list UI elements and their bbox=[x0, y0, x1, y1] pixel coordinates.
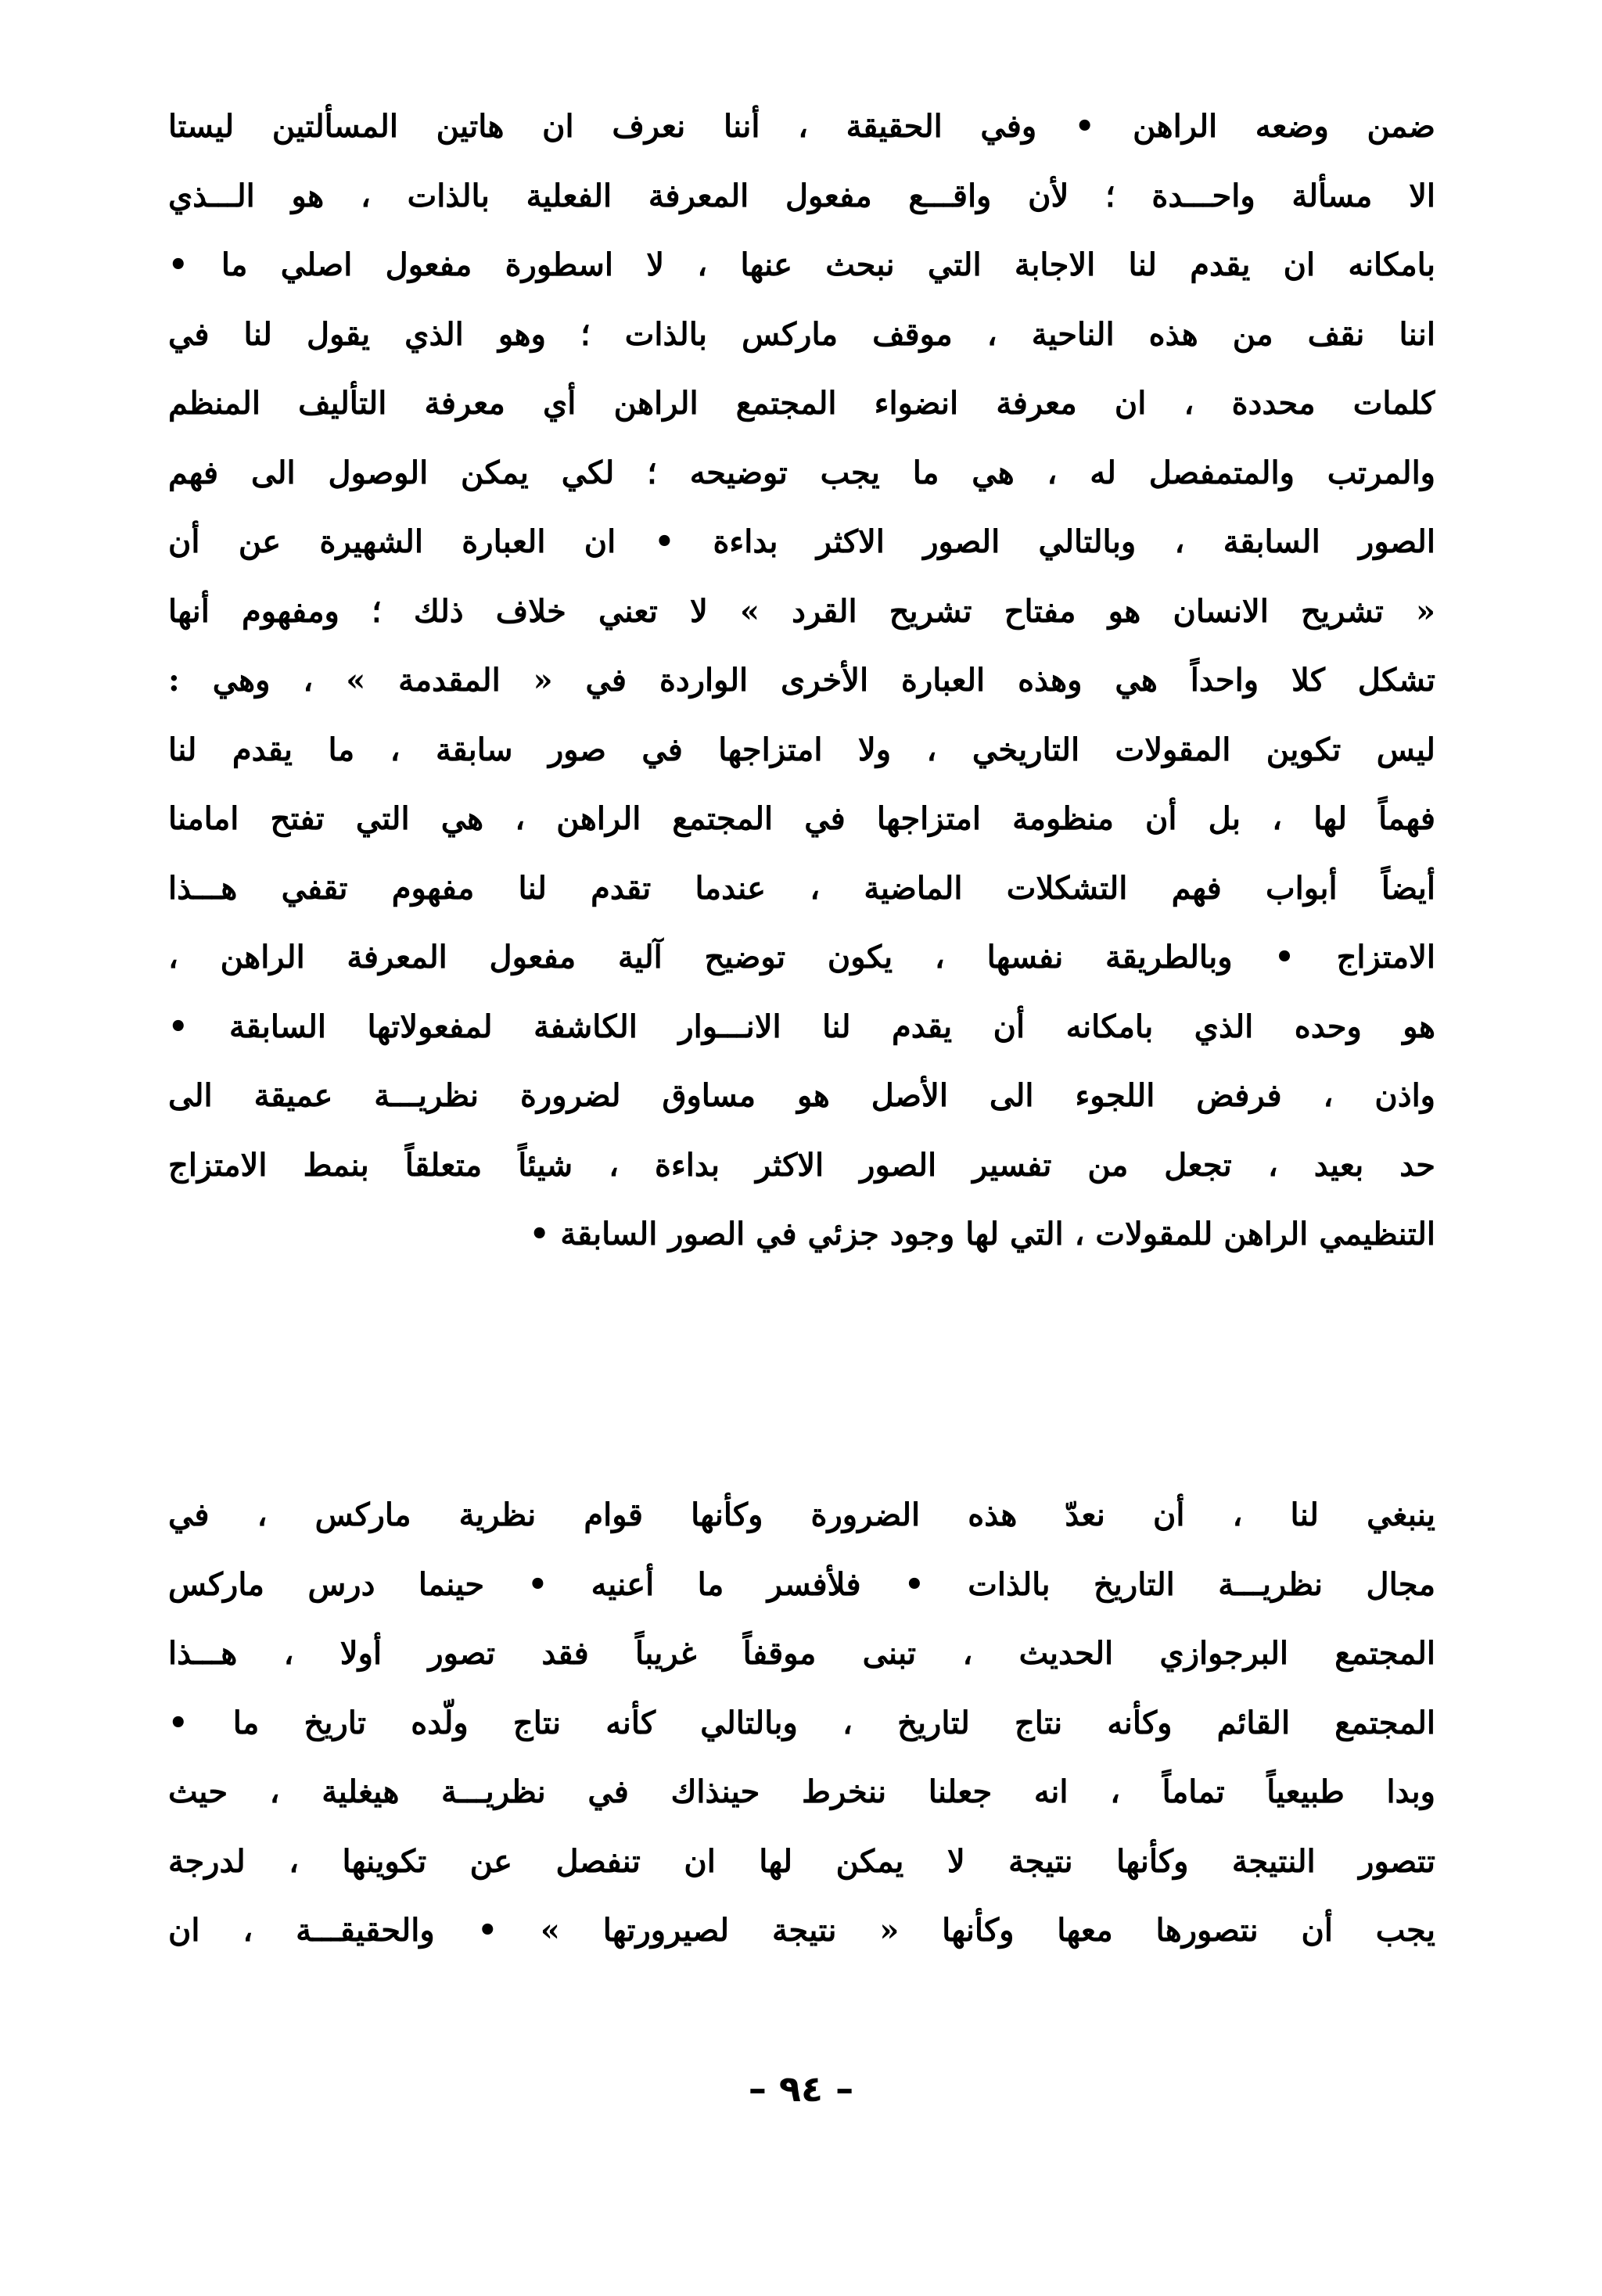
text-line: والمرتب والمتمفصل له ، هي ما يجب توضيحه ؛ لكي يمكن الوصول الى فهم bbox=[168, 454, 1435, 491]
page-number: – ٩٤ – bbox=[748, 2068, 854, 2110]
text-line: وبدا طبيعياً تماماً ، انه جعلنا ننخرط حينذاك في نظريـــة هيغلية ، حيث bbox=[168, 1773, 1435, 1810]
paragraph-2 bbox=[168, 1481, 1435, 1966]
text-line: مجال نظريـــة التاريخ بالذات • فلأفسر ما أعنيه • حينما درس ماركس bbox=[168, 1565, 1435, 1603]
text-line: فهماً لها ، بل أن منظومة امتزاجها في المجتمع الراهن ، هي التي تفتح امامنا bbox=[168, 800, 1435, 837]
text-line: يجب أن نتصورها معها وكأنها « نتيجة لصيرورتها » • والحقيقـــة ، ان bbox=[168, 1912, 1435, 1949]
text-line: الصور السابقة ، وبالتالي الصور الاكثر بداءة • ان العبارة الشهيرة عن أن bbox=[168, 523, 1435, 560]
text-line: « تشريح الانسان هو مفتاح تشريح القرد » لا تعني خلاف ذلك ؛ ومفهوم أنها bbox=[168, 592, 1435, 630]
text-line: التنظيمي الراهن للمقولات ، التي لها وجود جزئي في الصور السابقة • bbox=[529, 1216, 1435, 1252]
text-line: واذن ، فرفض اللجوء الى الأصل هو مساوق لضرورة نظريـــة عميقة الى bbox=[168, 1077, 1435, 1114]
text-line: كلمات محددة ، ان معرفة انضواء المجتمع الراهن أي معرفة التأليف المنظم bbox=[168, 385, 1435, 422]
text-line: المجتمع القائم وكأنه نتاج لتاريخ ، وبالتالي كأنه نتاج ولّده تاريخ ما • bbox=[168, 1704, 1435, 1741]
paragraph-1 bbox=[168, 92, 1435, 1270]
text-line: أيضاً أبواب فهم التشكلات الماضية ، عندما تقدم لنا مفهوم تقفي هـــذا bbox=[168, 869, 1435, 907]
text-line: الا مسألة واحـــدة ؛ لأن واقـــع مفعول المعرفة الفعلية بالذات ، هو الـــذي bbox=[168, 177, 1435, 214]
text-line: هو وحده الذي بامكانه أن يقدم لنا الانـــوار الكاشفة لمفعولاتها السابقة • bbox=[168, 1008, 1435, 1045]
text-line: تشكل كلا واحداً هي وهذه العبارة الأخرى الواردة في « المقدمة » ، وهي : bbox=[168, 662, 1435, 699]
text-line: ينبغي لنا ، أن نعدّ هذه الضرورة وكأنها قوام نظرية ماركس ، في bbox=[168, 1497, 1435, 1533]
text-line: الامتزاج • وبالطريقة نفسها ، يكون توضيح آلية مفعول المعرفة الراهن ، bbox=[168, 939, 1435, 976]
text-line: بامكانه ان يقدم لنا الاجابة التي نبحث عنها ، لا اسطورة مفعول اصلي ما • bbox=[168, 246, 1435, 283]
text-line: المجتمع البرجوازي الحديث ، تبنى موقفاً غريباً فقد تصور أولا ، هـــذا bbox=[168, 1635, 1435, 1672]
text-line: ضمن وضعه الراهن • وفي الحقيقة ، أننا نعرف ان هاتين المسألتين ليستا bbox=[168, 108, 1435, 145]
text-line: تتصور النتيجة وكأنها نتيجة لا يمكن لها ان تنفصل عن تكوينها ، لدرجة bbox=[168, 1842, 1435, 1880]
text-line: اننا نقف من هذه الناحية ، موقف ماركس بالذات ؛ وهو الذي يقول لنا في bbox=[168, 315, 1435, 353]
text-line: حد بعيد ، تجعل من تفسير الصور الاكثر بداءة ، شيئاً متعلقاً بنمط الامتزاج bbox=[168, 1146, 1435, 1184]
text-line: ليس تكوين المقولات التاريخي ، ولا امتزاجها في صور سابقة ، ما يقدم لنا bbox=[168, 731, 1435, 768]
